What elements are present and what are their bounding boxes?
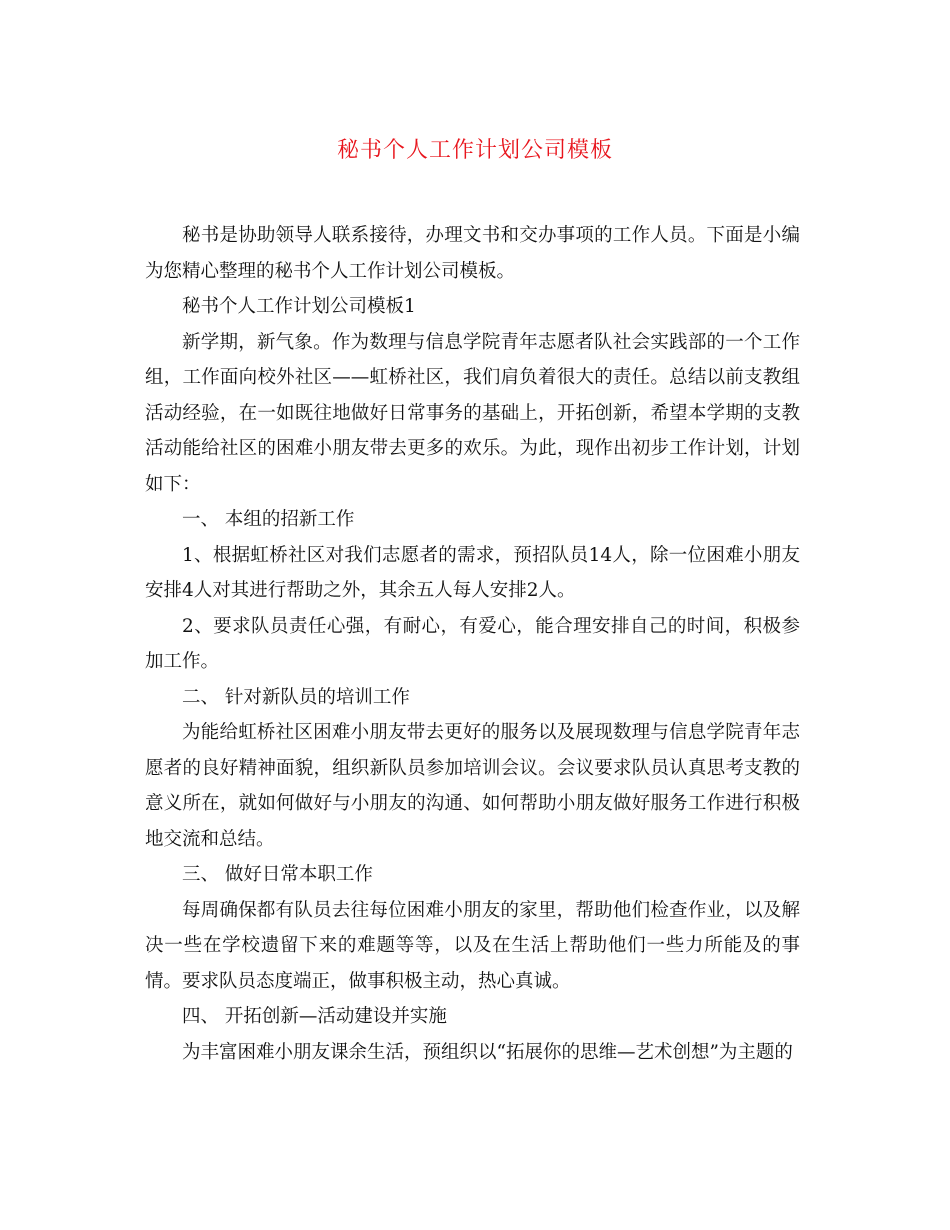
paragraph: 每周确保都有队员去往每位困难小朋友的家里，帮助他们检查作业，以及解决一些在学校遗留下来的难题等等，以及在生活上帮助他们一些力所能及的事情。要求队员态度端正，做事积极主动，热心真诚。 (145, 899, 800, 992)
section-heading: 二、 针对新队员的培训工作 (182, 686, 410, 708)
paragraph: 为丰富困难小朋友课余生活，预组织以“拓展你的思维—艺术创想”为主题的 (182, 1041, 793, 1063)
paragraph: 秘书是协助领导人联系接待，办理文书和交办事项的工作人员。下面是小编为您精心整理的秘书个人工作计划公司模板。 (145, 225, 800, 282)
document-title: 秘书个人工作计划公司模板 (336, 138, 613, 163)
paragraph: 2、要求队员责任心强，有耐心，有爱心，能合理安排自己的时间，积极参加工作。 (145, 615, 800, 672)
section-heading: 一、 本组的招新工作 (182, 509, 355, 530)
document-body (145, 218, 800, 1070)
paragraph: 为能给虹桥社区困难小朋友带去更好的服务以及展现数理与信息学院青年志愿者的良好精神面貌，组织新队员参加培训会议。会议要求队员认真思考支教的意义所在，就如何做好与小朋友的沟通、如何帮助小朋友做好服务工作进行积极地交流和总结。 (145, 722, 800, 850)
section-heading: 四、 开拓创新—活动建设并实施 (182, 1006, 447, 1027)
section-heading: 秘书个人工作计划公司模板1 (182, 296, 416, 317)
paragraph: 新学期，新气象。作为数理与信息学院青年志愿者队社会实践部的一个工作组，工作面向校外社区——虹桥社区，我们肩负着很大的责任。总结以前支教组活动经验，在一如既往地做好日常事务的基础上，开拓创新，希望本学期的支教活动能给社区的困难小朋友带去更多的欢乐。为此，现作出初步工作计划，计划如下： (145, 331, 800, 495)
paragraph: 1、根据虹桥社区对我们志愿者的需求，预招队员14人，除一位困难小朋友安排4人对其进行帮助之外，其余五人每人安排2人。 (145, 544, 800, 601)
section-heading: 三、 做好日常本职工作 (182, 864, 373, 885)
